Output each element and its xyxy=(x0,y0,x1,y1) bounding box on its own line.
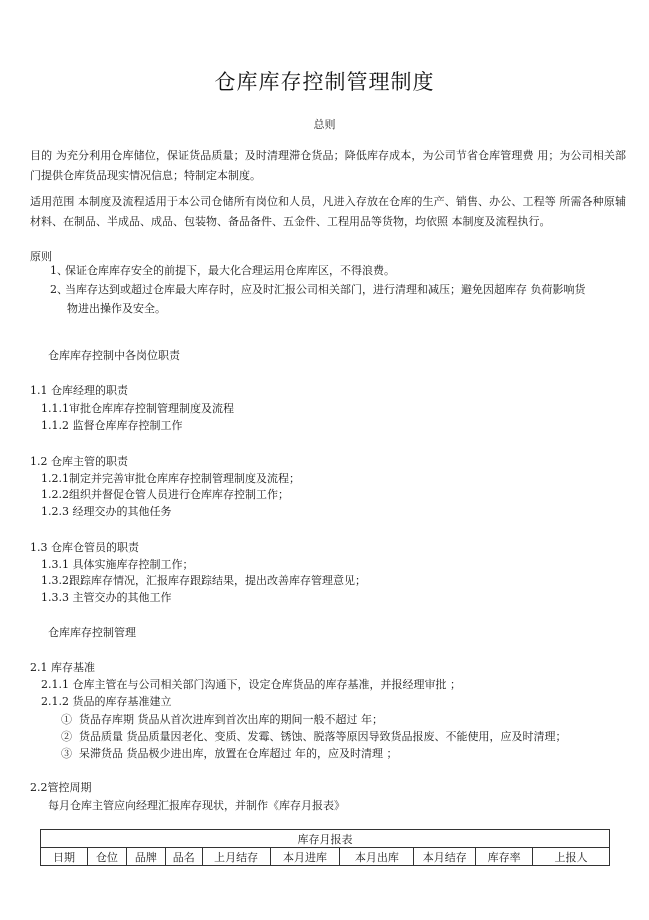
column-header: 上报人 xyxy=(533,848,610,866)
list-item: 1.2.3 经理交办的其他任务 xyxy=(41,505,172,518)
scope-paragraph: 适用范围 本制度及流程适用于本公司仓储所有岗位和人员，凡进入存放在仓库的生产、销售、办公、工程等 所需各种原辅材料、在制品、半成品、成品、包装物、备品备件、五金件、工程用品等货物，均依照 本制度及流程执行。 xyxy=(30,195,626,228)
list-item: 1.3.3 主管交办的其他工作 xyxy=(41,591,172,604)
criteria-item xyxy=(61,712,383,728)
section-general: 总则 xyxy=(313,118,336,131)
duties-heading: 仓库库存控制中各岗位职责 xyxy=(48,349,180,362)
section-2-2-title: 2.2管控周期 xyxy=(30,781,92,794)
criteria-item xyxy=(61,729,567,745)
list-item: 1.3.1 具体实施库存控制工作； xyxy=(41,558,194,571)
section-1-2-title: 1.2 仓库主管的职责 xyxy=(30,455,128,468)
page-title: 仓库库存控制管理制度 xyxy=(214,70,435,94)
principle-item xyxy=(50,280,624,318)
column-header: 品牌 xyxy=(126,848,165,866)
circled-number: ① xyxy=(61,713,72,726)
section-1-3-title: 1.3 仓库仓管员的职责 xyxy=(30,541,139,554)
principle-continuation: 物进出操作及安全。 xyxy=(67,302,166,315)
principle-item xyxy=(50,261,624,280)
column-header: 库存率 xyxy=(476,848,533,866)
list-item: 1.2.2组织并督促仓管人员进行仓库库存控制工作； xyxy=(41,488,289,501)
table-header-row xyxy=(41,848,610,866)
column-header: 品名 xyxy=(165,848,202,866)
list-item: 1.1.2 监督仓库库存控制工作 xyxy=(41,419,183,432)
table-title: 库存月报表 xyxy=(41,830,610,848)
monthly-report-table xyxy=(40,829,610,866)
column-header: 日期 xyxy=(41,848,88,866)
criteria-text: 货品质量 货品质量因老化、变质、发霉、锈蚀、脱落等原因导致货品报废、不能使用，应及时清理； xyxy=(79,730,567,743)
list-item: 1.1.1审批仓库库存控制管理制度及流程 xyxy=(41,402,234,415)
column-header: 仓位 xyxy=(87,848,126,866)
section-2-2-text: 每月仓库主管应向经理汇报库存现状，并制作《库存月报表》 xyxy=(48,799,345,812)
column-header: 上月结存 xyxy=(202,848,270,866)
principle-text: 当库存达到或超过仓库最大库存时，应及时汇报公司相关部门，进行清理和减压；避免因超库存 负荷影响货 xyxy=(65,283,586,296)
circled-number: ② xyxy=(61,730,72,743)
section-1-1-title: 1.1 仓库经理的职责 xyxy=(30,384,128,397)
principle-number: 2、 xyxy=(50,283,68,296)
principle-text: 保证仓库库存安全的前提下，最大化合理运用仓库库区，不得浪费。 xyxy=(65,264,395,277)
column-header: 本月出库 xyxy=(340,848,414,866)
list-item: 1.3.2跟踪库存情况，汇报库存跟踪结果，提出改善库存管理意见； xyxy=(41,574,366,587)
circled-number: ③ xyxy=(61,747,72,760)
list-item: 2.1.1 仓库主管在与公司相关部门沟通下，设定仓库货品的库存基准，并报经理审批 ； xyxy=(41,678,461,691)
column-header: 本月结存 xyxy=(414,848,476,866)
column-header: 本月进库 xyxy=(270,848,340,866)
principles-heading: 原则 xyxy=(30,250,52,263)
section-2-1-title: 2.1 库存基准 xyxy=(30,661,95,674)
criteria-text: 呆滞货品 货品极少进出库，放置在仓库超过 年的，应及时清理 ； xyxy=(79,747,398,760)
management-heading: 仓库库存控制管理 xyxy=(48,626,136,639)
criteria-text: 货品存库期 货品从首次进库到首次出库的期间一般不超过 年； xyxy=(79,713,383,726)
principle-number: 1、 xyxy=(50,264,68,277)
criteria-item xyxy=(61,746,398,762)
purpose-paragraph: 目的 为充分利用仓库储位，保证货品质量；及时清理滞仓货品；降低库存成本，为公司节省仓库管理费 用；为公司相关部门提供仓库货品现实情况信息；特制定本制度。 xyxy=(30,149,626,182)
list-item: 1.2.1制定并完善审批仓库库存控制管理制度及流程； xyxy=(41,472,300,485)
list-item: 2.1.2 货品的库存基准建立 xyxy=(41,695,172,708)
